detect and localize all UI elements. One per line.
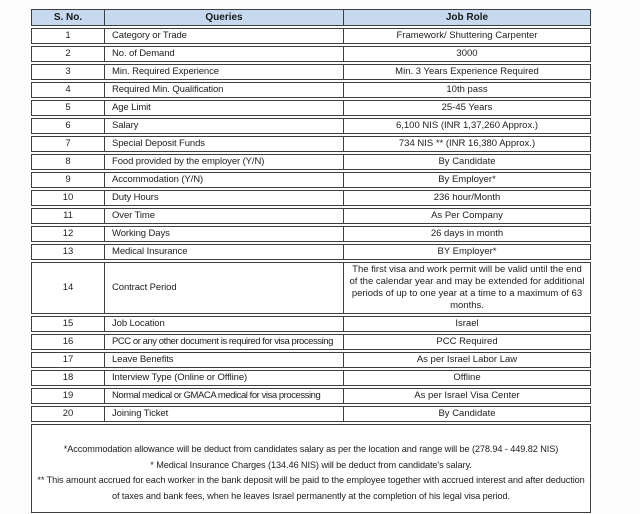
row-serial-number: 3 (31, 64, 105, 80)
table-row (31, 64, 591, 80)
row-serial-number: 10 (31, 190, 105, 206)
row-query: Medical Insurance (105, 244, 344, 260)
row-query: Normal medical or GMACA medical for visa processing (105, 388, 344, 404)
table-row (31, 154, 591, 170)
row-job-role-value: 10th pass (344, 82, 591, 98)
footnote-deposit-refund: ** This amount accrued for each worker in the bank deposit will be paid to the employee together with accrued interest and after deduction of taxes and bank fees, when he leaves Israel permanently at the completion of his legal visa period. (37, 475, 585, 501)
row-serial-number: 9 (31, 172, 105, 188)
row-query: Required Min. Qualification (105, 82, 344, 98)
row-job-role-value: Framework/ Shuttering Carpenter (344, 28, 591, 44)
footnote-medical-insurance: * Medical Insurance Charges (134.46 NIS) will be deduct from candidate's salary. (150, 459, 472, 470)
row-job-role-value: By Employer* (344, 172, 591, 188)
row-job-role-value: PCC Required (344, 334, 591, 350)
row-query: Special Deposit Funds (105, 136, 344, 152)
row-serial-number: 15 (31, 316, 105, 332)
row-job-role-value: 26 days in month (344, 226, 591, 242)
row-job-role-value: As per Israel Labor Law (344, 352, 591, 368)
table-row (31, 352, 591, 368)
row-job-role-value: Israel (344, 316, 591, 332)
table-row (31, 100, 591, 116)
row-query: PCC or any other document is required for visa processing (105, 334, 344, 350)
table-row (31, 244, 591, 260)
row-serial-number: 2 (31, 46, 105, 62)
row-job-role-value: 236 hour/Month (344, 190, 591, 206)
row-serial-number: 16 (31, 334, 105, 350)
row-query: Age Limit (105, 100, 344, 116)
table-row (31, 316, 591, 332)
row-query: Min. Required Experience (105, 64, 344, 80)
row-job-role-value: 25-45 Years (344, 100, 591, 116)
table-row (31, 370, 591, 386)
row-job-role-value: 3000 (344, 46, 591, 62)
row-serial-number: 5 (31, 100, 105, 116)
table-row (31, 388, 591, 404)
row-query: Interview Type (Online or Offline) (105, 370, 344, 386)
row-serial-number: 8 (31, 154, 105, 170)
row-serial-number: 11 (31, 208, 105, 224)
row-serial-number: 7 (31, 136, 105, 152)
header-jobrole: Job Role (344, 9, 591, 26)
row-serial-number: 1 (31, 28, 105, 44)
row-job-role-value: Offline (344, 370, 591, 386)
row-query: Food provided by the employer (Y/N) (105, 154, 344, 170)
row-query: Accommodation (Y/N) (105, 172, 344, 188)
row-query: Salary (105, 118, 344, 134)
row-serial-number: 12 (31, 226, 105, 242)
table-row (31, 334, 591, 350)
row-serial-number: 17 (31, 352, 105, 368)
row-query: Leave Benefits (105, 352, 344, 368)
row-job-role-value: BY Employer* (344, 244, 591, 260)
table-row (31, 190, 591, 206)
header-queries: Queries (105, 9, 344, 26)
footnote-accommodation: *Accommodation allowance will be deduct from candidates salary as per the location and range will be (278.94 - 449.82 NIS) (63, 444, 559, 454)
table-header-row (31, 9, 591, 26)
row-job-role-value: As per Israel Visa Center (344, 388, 591, 404)
table-row (31, 28, 591, 44)
row-serial-number: 18 (31, 370, 105, 386)
header-sno: S. No. (31, 9, 105, 26)
table-row (31, 208, 591, 224)
row-job-role-value: Min. 3 Years Experience Required (344, 64, 591, 80)
row-serial-number: 19 (31, 388, 105, 404)
table-row (31, 82, 591, 98)
row-query: Job Location (105, 316, 344, 332)
table-row (31, 172, 591, 188)
footnotes-box (31, 424, 591, 513)
table-row (31, 406, 591, 422)
row-query: Contract Period (105, 262, 344, 314)
row-query: Over Time (105, 208, 344, 224)
row-job-role-value: By Candidate (344, 406, 591, 422)
row-job-role-value: 6,100 NIS (INR 1,37,260 Approx.) (344, 118, 591, 134)
table-row (31, 226, 591, 242)
row-serial-number: 20 (31, 406, 105, 422)
row-serial-number: 13 (31, 244, 105, 260)
row-job-role-value: As Per Company (344, 208, 591, 224)
row-query: Joining Ticket (105, 406, 344, 422)
table-row (31, 46, 591, 62)
row-query: Category or Trade (105, 28, 344, 44)
row-job-role-value: By Candidate (344, 154, 591, 170)
table-row (31, 118, 591, 134)
row-serial-number: 6 (31, 118, 105, 134)
row-serial-number: 4 (31, 82, 105, 98)
row-query: No. of Demand (105, 46, 344, 62)
row-job-role-value: 734 NIS ** (INR 16,380 Approx.) (344, 136, 591, 152)
row-query: Duty Hours (105, 190, 344, 206)
row-serial-number: 14 (31, 262, 105, 314)
row-job-role-value: The first visa and work permit will be valid until the end of the calendar year and may be extended for additional periods of up to one year at a time to a maximum of 63 months. (344, 262, 591, 314)
table-row (31, 262, 591, 314)
row-query: Working Days (105, 226, 344, 242)
job-details-table (31, 7, 591, 424)
table-row (31, 136, 591, 152)
